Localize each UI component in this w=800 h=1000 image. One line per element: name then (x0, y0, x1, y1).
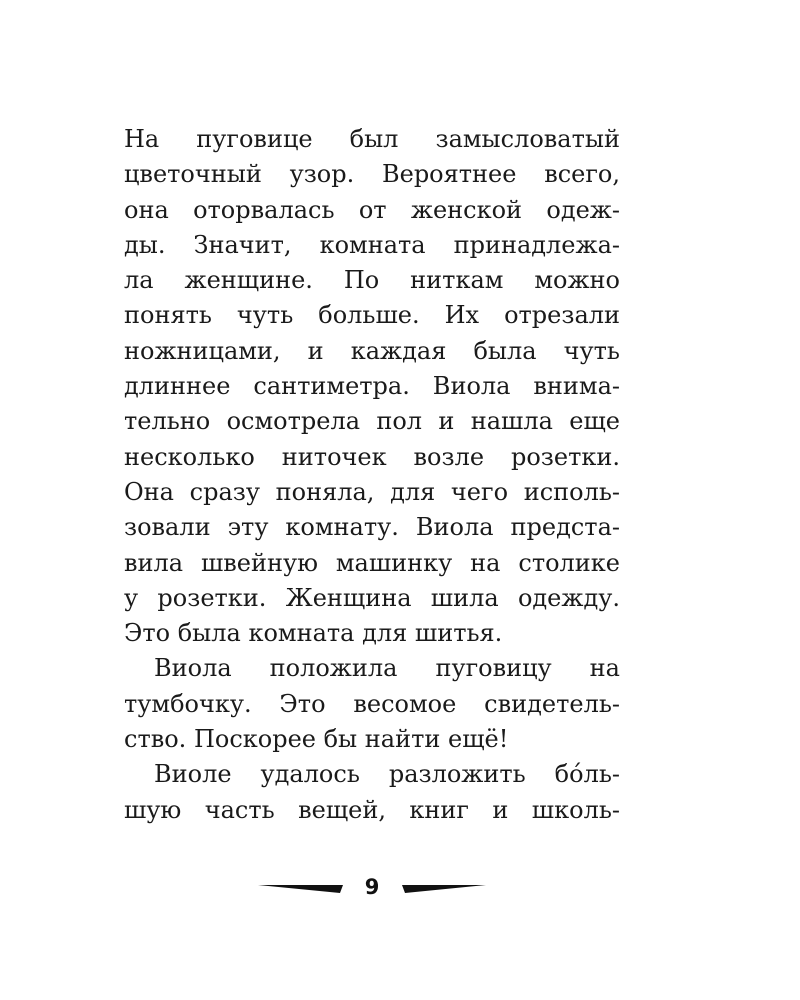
text-line: вила швейную машинку на столике (124, 548, 620, 577)
text-line: несколько ниточек возле розетки. (124, 442, 620, 471)
text-line: у розетки. Женщина шила одежду. (124, 583, 620, 612)
text-line: шую часть вещей, книг и школь- (124, 795, 620, 824)
right-wedge-ornament (402, 885, 486, 893)
text-line: ла женщине. По ниткам можно (124, 266, 620, 295)
text-line: На пуговице был замысловатый (124, 125, 620, 153)
text-line: Она сразу поняла, для чего исполь- (124, 477, 620, 506)
text-line: она оторвалась от женской одеж- (124, 195, 620, 224)
text-line: тумбочку. Это весомое свидетель- (124, 689, 620, 718)
text-line: зовали эту комнату. Виола предста- (124, 513, 620, 542)
text-line: тельно осмотрела пол и нашла еще (124, 407, 620, 436)
left-wedge-ornament (258, 885, 343, 893)
text-line: ножницами, и каждая была чуть (124, 336, 620, 365)
page-body-text (124, 122, 620, 828)
text-line: понять чуть больше. Их отрезали (124, 301, 620, 330)
text-line: цветочный узор. Вероятнее всего, (124, 160, 620, 189)
footer-ornament (0, 872, 800, 904)
text-line: Это была комната для шитья. (124, 619, 503, 648)
text-line: длиннее сантиметра. Виола внима- (124, 372, 620, 401)
text-line: ды. Значит, комната принадлежа- (124, 230, 620, 259)
text-line: Виола положила пуговицу на (154, 654, 620, 683)
page-number: 9 (364, 875, 380, 899)
text-line: Виоле удалось разложить бóль- (154, 760, 620, 789)
text-line: ство. Поскорее бы найти ещё! (124, 725, 509, 754)
page-footer (0, 872, 800, 904)
